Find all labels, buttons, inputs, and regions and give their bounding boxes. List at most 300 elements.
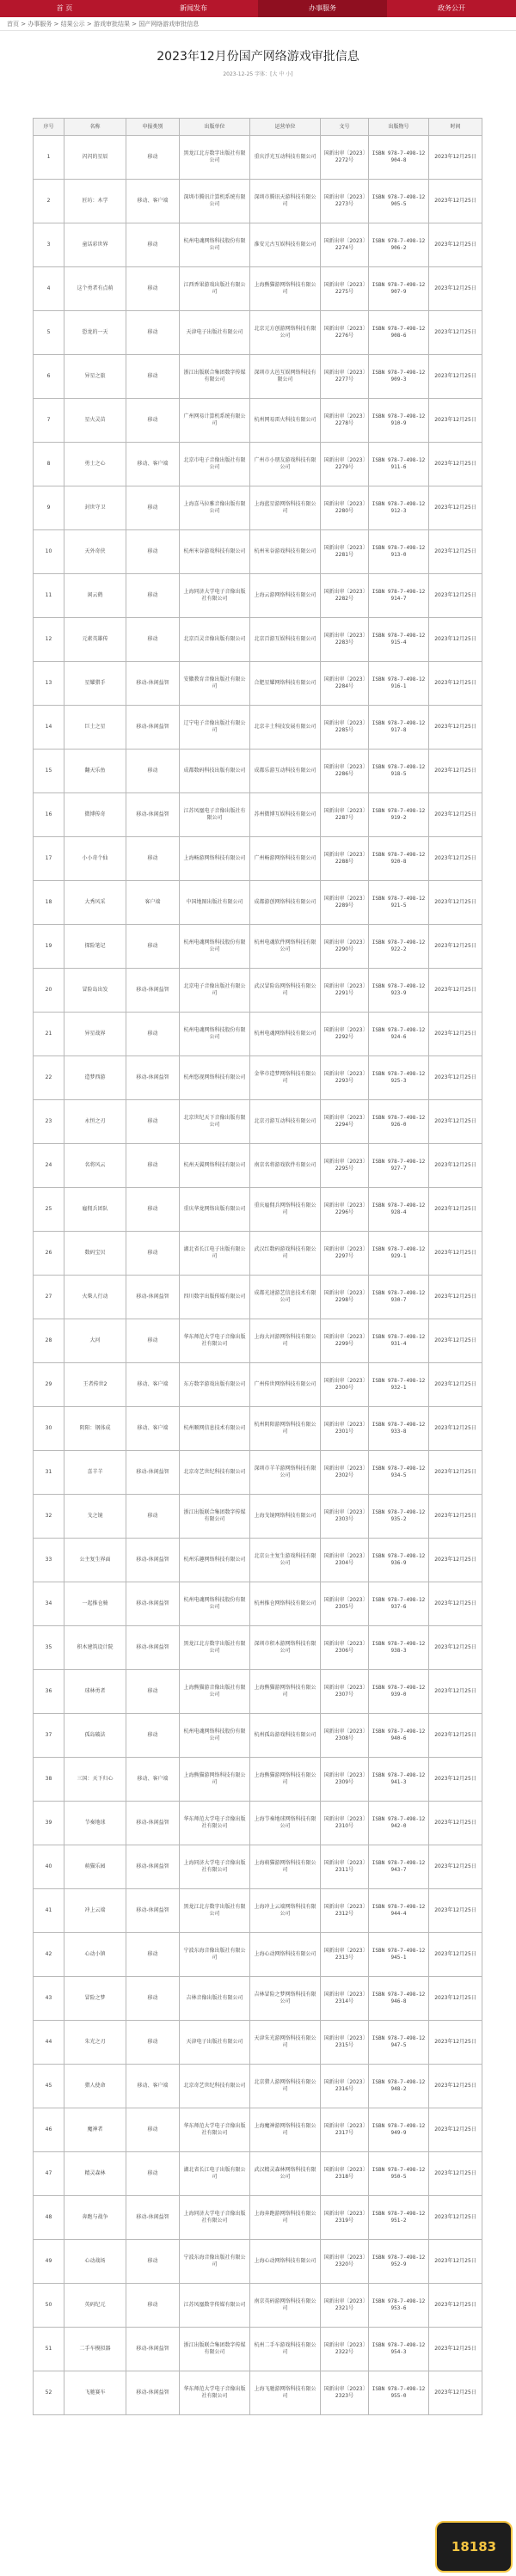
cell-index: 29 — [34, 1363, 64, 1407]
table-row — [34, 1626, 482, 1670]
cell-category: 移动 — [126, 486, 180, 530]
cell-isbn: ISBN 978-7-498-12945-1 — [369, 1933, 429, 1977]
cell-index: 24 — [34, 1144, 64, 1188]
cell-isbn: ISBN 978-7-498-12922-2 — [369, 925, 429, 969]
cell-category: 移动-休闲益智 — [126, 969, 180, 1013]
cell-publisher: 黑龙江北方数字出版社有限公司 — [180, 1889, 250, 1933]
cell-index: 20 — [34, 969, 64, 1013]
cell-approval-no: 国新出审〔2023〕2316号 — [321, 2065, 369, 2108]
cell-index: 46 — [34, 2108, 64, 2152]
cell-name: 恐龙的一天 — [64, 311, 126, 355]
cell-operator: 上海大河游网络科技有限公司 — [250, 1319, 321, 1363]
approval-table-container — [33, 118, 482, 2415]
cell-operator: 吉林冒险之梦网络科技有限公司 — [250, 1977, 321, 2021]
cell-approval-no: 国新出审〔2023〕2284号 — [321, 662, 369, 706]
cell-name: 元素英雄传 — [64, 618, 126, 662]
cell-isbn: ISBN 978-7-498-12944-4 — [369, 1889, 429, 1933]
cell-index: 36 — [34, 1670, 64, 1714]
cell-date: 2023年12月25日 — [429, 2371, 482, 2415]
cell-date: 2023年12月25日 — [429, 881, 482, 925]
cell-isbn: ISBN 978-7-498-12936-9 — [369, 1539, 429, 1582]
cell-index: 25 — [34, 1188, 64, 1232]
cell-approval-no: 国新出审〔2023〕2289号 — [321, 881, 369, 925]
cell-name: 翻天乐鱼 — [64, 750, 126, 793]
cell-date: 2023年12月25日 — [429, 1363, 482, 1407]
cell-date: 2023年12月25日 — [429, 1013, 482, 1056]
cell-date: 2023年12月25日 — [429, 2240, 482, 2284]
cell-isbn: ISBN 978-7-498-12934-5 — [369, 1451, 429, 1495]
cell-index: 8 — [34, 443, 64, 486]
cell-approval-no: 国新出审〔2023〕2312号 — [321, 1889, 369, 1933]
cell-date: 2023年12月25日 — [429, 2065, 482, 2108]
cell-index: 19 — [34, 925, 64, 969]
cell-isbn: ISBN 978-7-498-12916-1 — [369, 662, 429, 706]
cell-publisher: 江苏凤凰电子音像出版社有限公司 — [180, 793, 250, 837]
cell-publisher: 黑龙江北方数字出版社有限公司 — [180, 1626, 250, 1670]
cell-operator: 上海熊猫游网络科技有限公司 — [250, 1670, 321, 1714]
cell-index: 52 — [34, 2371, 64, 2415]
cell-name: 猎人使命 — [64, 2065, 126, 2108]
cell-operator: 上海心动网络科技有限公司 — [250, 1933, 321, 1977]
cell-index: 26 — [34, 1232, 64, 1276]
cell-index: 9 — [34, 486, 64, 530]
table-row — [34, 2371, 482, 2415]
cell-index: 30 — [34, 1407, 64, 1451]
cell-publisher: 上海畅游网络科技有限公司 — [180, 837, 250, 881]
table-row — [34, 530, 482, 574]
table-row — [34, 311, 482, 355]
cell-name: 匠坊：木学 — [64, 180, 126, 223]
cell-publisher: 广州网易计算机系统有限公司 — [180, 399, 250, 443]
cell-name: 积木建筑设计院 — [64, 1626, 126, 1670]
cell-operator: 金华市造梦网络科技有限公司 — [250, 1056, 321, 1100]
table-row — [34, 1407, 482, 1451]
cell-publisher: 中国地图出版社有限公司 — [180, 881, 250, 925]
cell-name: 异星之旅 — [64, 355, 126, 399]
cell-publisher: 上海同济大学电子音像出版社有限公司 — [180, 2196, 250, 2240]
cell-isbn: ISBN 978-7-498-12919-2 — [369, 793, 429, 837]
table-row — [34, 925, 482, 969]
cell-name: 心动战场 — [64, 2240, 126, 2284]
approval-table — [33, 118, 482, 2415]
cell-approval-no: 国新出审〔2023〕2306号 — [321, 1626, 369, 1670]
cell-isbn: ISBN 978-7-498-12942-0 — [369, 1802, 429, 1845]
cell-operator: 上海萌猫游网络科技有限公司 — [250, 1845, 321, 1889]
cell-operator: 深圳市积木游网络科技有限公司 — [250, 1626, 321, 1670]
cell-operator: 武汉精灵森林网络科技有限公司 — [250, 2152, 321, 2196]
cell-index: 12 — [34, 618, 64, 662]
site-logo-badge[interactable] — [435, 2521, 513, 2573]
cell-index: 35 — [34, 1626, 64, 1670]
cell-index: 21 — [34, 1013, 64, 1056]
cell-operator: 重庆雇佣兵网络科技有限公司 — [250, 1188, 321, 1232]
cell-category: 移动、客户端 — [126, 180, 180, 223]
table-row — [34, 1451, 482, 1495]
cell-category: 移动、客户端 — [126, 1363, 180, 1407]
cell-isbn: ISBN 978-7-498-12935-2 — [369, 1495, 429, 1539]
nav-item-public-affairs[interactable]: 政务公开 — [438, 4, 465, 12]
cell-approval-no: 国新出审〔2023〕2285号 — [321, 706, 369, 750]
cell-operator: 杭州阴阳游网络科技有限公司 — [250, 1407, 321, 1451]
cell-name: 异星战界 — [64, 1013, 126, 1056]
cell-index: 42 — [34, 1933, 64, 1977]
cell-category: 移动 — [126, 2240, 180, 2284]
cell-operator: 武汉冒险岛网络科技有限公司 — [250, 969, 321, 1013]
cell-name: 球林勇者 — [64, 1670, 126, 1714]
header-operator: 运营单位 — [250, 119, 321, 136]
cell-publisher: 杭州悠视网络科技有限公司 — [180, 1056, 250, 1100]
cell-operator: 重庆浮光互动科技有限公司 — [250, 136, 321, 180]
cell-isbn: ISBN 978-7-498-12929-1 — [369, 1232, 429, 1276]
cell-approval-no: 国新出审〔2023〕2279号 — [321, 443, 369, 486]
table-row — [34, 1539, 482, 1582]
cell-date: 2023年12月25日 — [429, 1407, 482, 1451]
cell-date: 2023年12月25日 — [429, 2196, 482, 2240]
table-row — [34, 1495, 482, 1539]
cell-approval-no: 国新出审〔2023〕2313号 — [321, 1933, 369, 1977]
table-row — [34, 1670, 482, 1714]
cell-approval-no: 国新出审〔2023〕2314号 — [321, 1977, 369, 2021]
cell-isbn: ISBN 978-7-498-12955-0 — [369, 2371, 429, 2415]
cell-approval-no: 国新出审〔2023〕2301号 — [321, 1407, 369, 1451]
badge-text: 18183 — [451, 2539, 497, 2555]
cell-category: 移动 — [126, 1714, 180, 1758]
header-date: 时间 — [429, 119, 482, 136]
cell-name: 孤岛破法 — [64, 1714, 126, 1758]
cell-name: 火柴人行动 — [64, 1276, 126, 1319]
cell-publisher: 杭州电魂网络科技股份有限公司 — [180, 1013, 250, 1056]
cell-isbn: ISBN 978-7-498-12954-3 — [369, 2328, 429, 2371]
cell-category: 移动 — [126, 530, 180, 574]
cell-publisher: 上海同济大学电子音像出版社有限公司 — [180, 1845, 250, 1889]
cell-operator: 南京名将游戏软件有限公司 — [250, 1144, 321, 1188]
cell-category: 移动 — [126, 355, 180, 399]
cell-date: 2023年12月25日 — [429, 925, 482, 969]
cell-operator: 合肥星耀网络科技有限公司 — [250, 662, 321, 706]
cell-category: 客户端 — [126, 881, 180, 925]
cell-date: 2023年12月25日 — [429, 2152, 482, 2196]
cell-index: 14 — [34, 706, 64, 750]
cell-operator: 深圳市大邑互娱网络科技有限公司 — [250, 355, 321, 399]
cell-date: 2023年12月25日 — [429, 1100, 482, 1144]
cell-index: 34 — [34, 1582, 64, 1626]
table-row — [34, 1977, 482, 2021]
cell-isbn: ISBN 978-7-498-12917-8 — [369, 706, 429, 750]
nav-item-services[interactable]: 办事服务 — [258, 0, 387, 17]
cell-approval-no: 国新出审〔2023〕2315号 — [321, 2021, 369, 2065]
cell-category: 移动 — [126, 837, 180, 881]
table-row — [34, 136, 482, 180]
cell-index: 45 — [34, 2065, 64, 2108]
cell-isbn: ISBN 978-7-498-12914-7 — [369, 574, 429, 618]
cell-name: 巨土之星 — [64, 706, 126, 750]
table-row — [34, 355, 482, 399]
cell-approval-no: 国新出审〔2023〕2309号 — [321, 1758, 369, 1802]
cell-publisher: 深圳市腾讯计算机系统有限公司 — [180, 180, 250, 223]
cell-date: 2023年12月25日 — [429, 750, 482, 793]
table-row — [34, 267, 482, 311]
breadcrumb-text[interactable]: 首页 > 办事服务 > 结果公示 > 游戏审批结果 > 国产网络游戏审批信息 — [7, 21, 200, 28]
cell-category: 移动 — [126, 1319, 180, 1363]
cell-category: 移动-休闲益智 — [126, 662, 180, 706]
cell-date: 2023年12月25日 — [429, 2021, 482, 2065]
cell-publisher: 湖北省长江电子出版有限公司 — [180, 2152, 250, 2196]
cell-name: 二手车模拟器 — [64, 2328, 126, 2371]
cell-name: 数码宝贝 — [64, 1232, 126, 1276]
cell-index: 40 — [34, 1845, 64, 1889]
cell-index: 31 — [34, 1451, 64, 1495]
cell-index: 23 — [34, 1100, 64, 1144]
cell-date: 2023年12月25日 — [429, 1933, 482, 1977]
cell-publisher: 浙江出版联合集团数字传媒有限公司 — [180, 1495, 250, 1539]
top-navigation — [0, 0, 516, 17]
cell-category: 移动-休闲益智 — [126, 2371, 180, 2415]
cell-publisher: 上海熊猫游网络科技有限公司 — [180, 1758, 250, 1802]
table-row — [34, 1188, 482, 1232]
cell-name: 造梦西游 — [64, 1056, 126, 1100]
cell-date: 2023年12月25日 — [429, 1056, 482, 1100]
cell-publisher: 黑龙江北方数字出版社有限公司 — [180, 136, 250, 180]
cell-publisher: 湖北省长江电子出版有限公司 — [180, 1232, 250, 1276]
cell-publisher: 江苏凤凰数字传媒有限公司 — [180, 2284, 250, 2328]
cell-category: 移动-休闲益智 — [126, 793, 180, 837]
cell-name: 小小奇个仙 — [64, 837, 126, 881]
cell-publisher: 上海喜马拉雅音像出版有限公司 — [180, 486, 250, 530]
table-row — [34, 1363, 482, 1407]
table-row — [34, 618, 482, 662]
table-row — [34, 1582, 482, 1626]
cell-approval-no: 国新出审〔2023〕2287号 — [321, 793, 369, 837]
cell-name: 天外奇侠 — [64, 530, 126, 574]
cell-operator: 苏州微博互娱科技有限公司 — [250, 793, 321, 837]
table-row — [34, 1845, 482, 1889]
cell-isbn: ISBN 978-7-498-12918-5 — [369, 750, 429, 793]
cell-operator: 北京猎人游网络科技有限公司 — [250, 2065, 321, 2108]
cell-index: 16 — [34, 793, 64, 837]
cell-category: 移动 — [126, 2108, 180, 2152]
cell-operator: 武汉红数码游戏科技有限公司 — [250, 1232, 321, 1276]
cell-name: 一起推仓骑 — [64, 1582, 126, 1626]
cell-category: 移动 — [126, 1232, 180, 1276]
cell-name: 节奏地球 — [64, 1802, 126, 1845]
nav-item-news[interactable]: 新闻发布 — [180, 4, 207, 12]
cell-publisher: 天津电子出版社有限公司 — [180, 2021, 250, 2065]
cell-operator: 北京刃游互动科技有限公司 — [250, 1100, 321, 1144]
cell-approval-no: 国新出审〔2023〕2319号 — [321, 2196, 369, 2240]
cell-publisher: 华东师范大学电子音像出版社有限公司 — [180, 1802, 250, 1845]
cell-isbn: ISBN 978-7-498-12941-3 — [369, 1758, 429, 1802]
cell-approval-no: 国新出审〔2023〕2295号 — [321, 1144, 369, 1188]
cell-index: 49 — [34, 2240, 64, 2284]
table-row — [34, 1056, 482, 1100]
cell-operator: 上海节奏地球网络科技有限公司 — [250, 1802, 321, 1845]
cell-approval-no: 国新出审〔2023〕2273号 — [321, 180, 369, 223]
cell-name: 微博传奇 — [64, 793, 126, 837]
cell-isbn: ISBN 978-7-498-12946-8 — [369, 1977, 429, 2021]
cell-index: 7 — [34, 399, 64, 443]
cell-publisher: 北京奇艺世纪科技有限公司 — [180, 1451, 250, 1495]
cell-isbn: ISBN 978-7-498-12907-9 — [369, 267, 429, 311]
cell-publisher: 北京市电子音像出版社有限公司 — [180, 443, 250, 486]
table-row — [34, 574, 482, 618]
cell-publisher: 杭州米谷游戏科技有限公司 — [180, 530, 250, 574]
cell-isbn: ISBN 978-7-498-12938-3 — [369, 1626, 429, 1670]
cell-category: 移动 — [126, 1670, 180, 1714]
cell-publisher: 上海熊猫游音像出版社有限公司 — [180, 1670, 250, 1714]
cell-operator: 成都乐游互动科技有限公司 — [250, 750, 321, 793]
cell-date: 2023年12月25日 — [429, 1758, 482, 1802]
cell-date: 2023年12月25日 — [429, 706, 482, 750]
cell-isbn: ISBN 978-7-498-12932-1 — [369, 1363, 429, 1407]
table-row — [34, 2152, 482, 2196]
cell-name: 童话彩世界 — [64, 223, 126, 267]
cell-approval-no: 国新出审〔2023〕2304号 — [321, 1539, 369, 1582]
cell-date: 2023年12月25日 — [429, 1582, 482, 1626]
table-row — [34, 2240, 482, 2284]
cell-isbn: ISBN 978-7-498-12924-6 — [369, 1013, 429, 1056]
cell-operator: 杭州网易雷火科技有限公司 — [250, 399, 321, 443]
cell-date: 2023年12月25日 — [429, 311, 482, 355]
cell-date: 2023年12月25日 — [429, 223, 482, 267]
cell-category: 移动 — [126, 1144, 180, 1188]
cell-approval-no: 国新出审〔2023〕2290号 — [321, 925, 369, 969]
cell-name: 闪闪的星辰 — [64, 136, 126, 180]
cell-category: 移动 — [126, 2152, 180, 2196]
cell-date: 2023年12月25日 — [429, 1539, 482, 1582]
cell-approval-no: 国新出审〔2023〕2277号 — [321, 355, 369, 399]
cell-date: 2023年12月25日 — [429, 1977, 482, 2021]
cell-name: 大河 — [64, 1319, 126, 1363]
cell-publisher: 浙江出版联合集团数字传媒有限公司 — [180, 355, 250, 399]
cell-index: 28 — [34, 1319, 64, 1363]
cell-approval-no: 国新出审〔2023〕2274号 — [321, 223, 369, 267]
cell-operator: 上海熊猫游网络科技有限公司 — [250, 1758, 321, 1802]
cell-date: 2023年12月25日 — [429, 399, 482, 443]
cell-publisher: 杭州电魂网络科技股份有限公司 — [180, 1714, 250, 1758]
cell-approval-no: 国新出审〔2023〕2302号 — [321, 1451, 369, 1495]
table-header-row — [34, 119, 482, 136]
cell-name: 大秀风采 — [64, 881, 126, 925]
cell-approval-no: 国新出审〔2023〕2281号 — [321, 530, 369, 574]
cell-approval-no: 国新出审〔2023〕2311号 — [321, 1845, 369, 1889]
cell-name: 封世守卫 — [64, 486, 126, 530]
cell-publisher: 杭州顺网信息技术有限公司 — [180, 1407, 250, 1451]
cell-name: 英码纪元 — [64, 2284, 126, 2328]
cell-publisher: 杭州电魂网络科技股份有限公司 — [180, 1582, 250, 1626]
cell-category: 移动 — [126, 750, 180, 793]
cell-isbn: ISBN 978-7-498-12948-2 — [369, 2065, 429, 2108]
cell-operator: 广州市小朋友游戏科技有限公司 — [250, 443, 321, 486]
cell-date: 2023年12月25日 — [429, 1319, 482, 1363]
table-row — [34, 1232, 482, 1276]
header-publisher: 出版单位 — [180, 119, 250, 136]
cell-isbn: ISBN 978-7-498-12937-6 — [369, 1582, 429, 1626]
cell-isbn: ISBN 978-7-498-12926-0 — [369, 1100, 429, 1144]
cell-approval-no: 国新出审〔2023〕2280号 — [321, 486, 369, 530]
cell-index: 2 — [34, 180, 64, 223]
table-row — [34, 1013, 482, 1056]
cell-operator: 杭州电魂软件网络科技有限公司 — [250, 925, 321, 969]
cell-operator: 杭州孤岛游戏科技有限公司 — [250, 1714, 321, 1758]
cell-name: 星火灵苗 — [64, 399, 126, 443]
cell-index: 37 — [34, 1714, 64, 1758]
cell-name: 冒险之梦 — [64, 1977, 126, 2021]
cell-operator: 上海戈镜网络科技有限公司 — [250, 1495, 321, 1539]
cell-category: 移动 — [126, 1977, 180, 2021]
cell-publisher: 北京世纪天下音像出版有限公司 — [180, 1100, 250, 1144]
cell-approval-no: 国新出审〔2023〕2278号 — [321, 399, 369, 443]
cell-index: 41 — [34, 1889, 64, 1933]
table-row — [34, 1144, 482, 1188]
cell-date: 2023年12月25日 — [429, 837, 482, 881]
cell-publisher: 上海同济大学电子音像出版社有限公司 — [180, 574, 250, 618]
cell-isbn: ISBN 978-7-498-12950-5 — [369, 2152, 429, 2196]
cell-publisher: 杭州电魂网络科技股份有限公司 — [180, 223, 250, 267]
cell-publisher: 吉林音像出版社有限公司 — [180, 1977, 250, 2021]
cell-approval-no: 国新出审〔2023〕2303号 — [321, 1495, 369, 1539]
cell-index: 33 — [34, 1539, 64, 1582]
cell-date: 2023年12月25日 — [429, 1845, 482, 1889]
table-row — [34, 750, 482, 793]
cell-publisher: 华东师范大学电子音像出版社有限公司 — [180, 2371, 250, 2415]
cell-operator: 深圳市羊羊游网络科技有限公司 — [250, 1451, 321, 1495]
cell-date: 2023年12月25日 — [429, 180, 482, 223]
cell-category: 移动-休闲益智 — [126, 1802, 180, 1845]
cell-operator: 淮安元古互娱科技有限公司 — [250, 223, 321, 267]
table-row — [34, 2196, 482, 2240]
cell-index: 10 — [34, 530, 64, 574]
cell-approval-no: 国新出审〔2023〕2321号 — [321, 2284, 369, 2328]
cell-category: 移动、客户端 — [126, 1758, 180, 1802]
cell-approval-no: 国新出审〔2023〕2307号 — [321, 1670, 369, 1714]
cell-category: 移动 — [126, 1013, 180, 1056]
cell-publisher: 天津电子出版社有限公司 — [180, 311, 250, 355]
table-row — [34, 1802, 482, 1845]
cell-approval-no: 国新出审〔2023〕2310号 — [321, 1802, 369, 1845]
cell-name: 心动小镇 — [64, 1933, 126, 1977]
cell-index: 5 — [34, 311, 64, 355]
cell-isbn: ISBN 978-7-498-12931-4 — [369, 1319, 429, 1363]
cell-isbn: ISBN 978-7-498-12912-3 — [369, 486, 429, 530]
cell-isbn: ISBN 978-7-498-12904-8 — [369, 136, 429, 180]
cell-isbn: ISBN 978-7-498-12920-8 — [369, 837, 429, 881]
cell-name: 阴阳：钢体成 — [64, 1407, 126, 1451]
cell-isbn: ISBN 978-7-498-12905-5 — [369, 180, 429, 223]
cell-category: 移动、客户端 — [126, 443, 180, 486]
cell-category: 移动 — [126, 2284, 180, 2328]
cell-category: 移动 — [126, 223, 180, 267]
table-row — [34, 1100, 482, 1144]
cell-approval-no: 国新出审〔2023〕2276号 — [321, 311, 369, 355]
cell-approval-no: 国新出审〔2023〕2308号 — [321, 1714, 369, 1758]
cell-operator: 成都游创网络科技有限公司 — [250, 881, 321, 925]
cell-category: 移动-休闲益智 — [126, 1056, 180, 1100]
cell-name: 王者传世2 — [64, 1363, 126, 1407]
nav-item-home[interactable]: 首 页 — [56, 4, 73, 12]
cell-publisher: 华东师范大学电子音像出版社有限公司 — [180, 1319, 250, 1363]
cell-operator: 上海云游网络科技有限公司 — [250, 574, 321, 618]
header-approval-no: 文号 — [321, 119, 369, 136]
cell-name: 飞驰赛车 — [64, 2371, 126, 2415]
cell-approval-no: 国新出审〔2023〕2305号 — [321, 1582, 369, 1626]
cell-approval-no: 国新出审〔2023〕2323号 — [321, 2371, 369, 2415]
table-row — [34, 793, 482, 837]
header-name: 名称 — [64, 119, 126, 136]
cell-name: 喜羊羊 — [64, 1451, 126, 1495]
cell-approval-no: 国新出审〔2023〕2322号 — [321, 2328, 369, 2371]
cell-category: 移动 — [126, 618, 180, 662]
table-row — [34, 1714, 482, 1758]
